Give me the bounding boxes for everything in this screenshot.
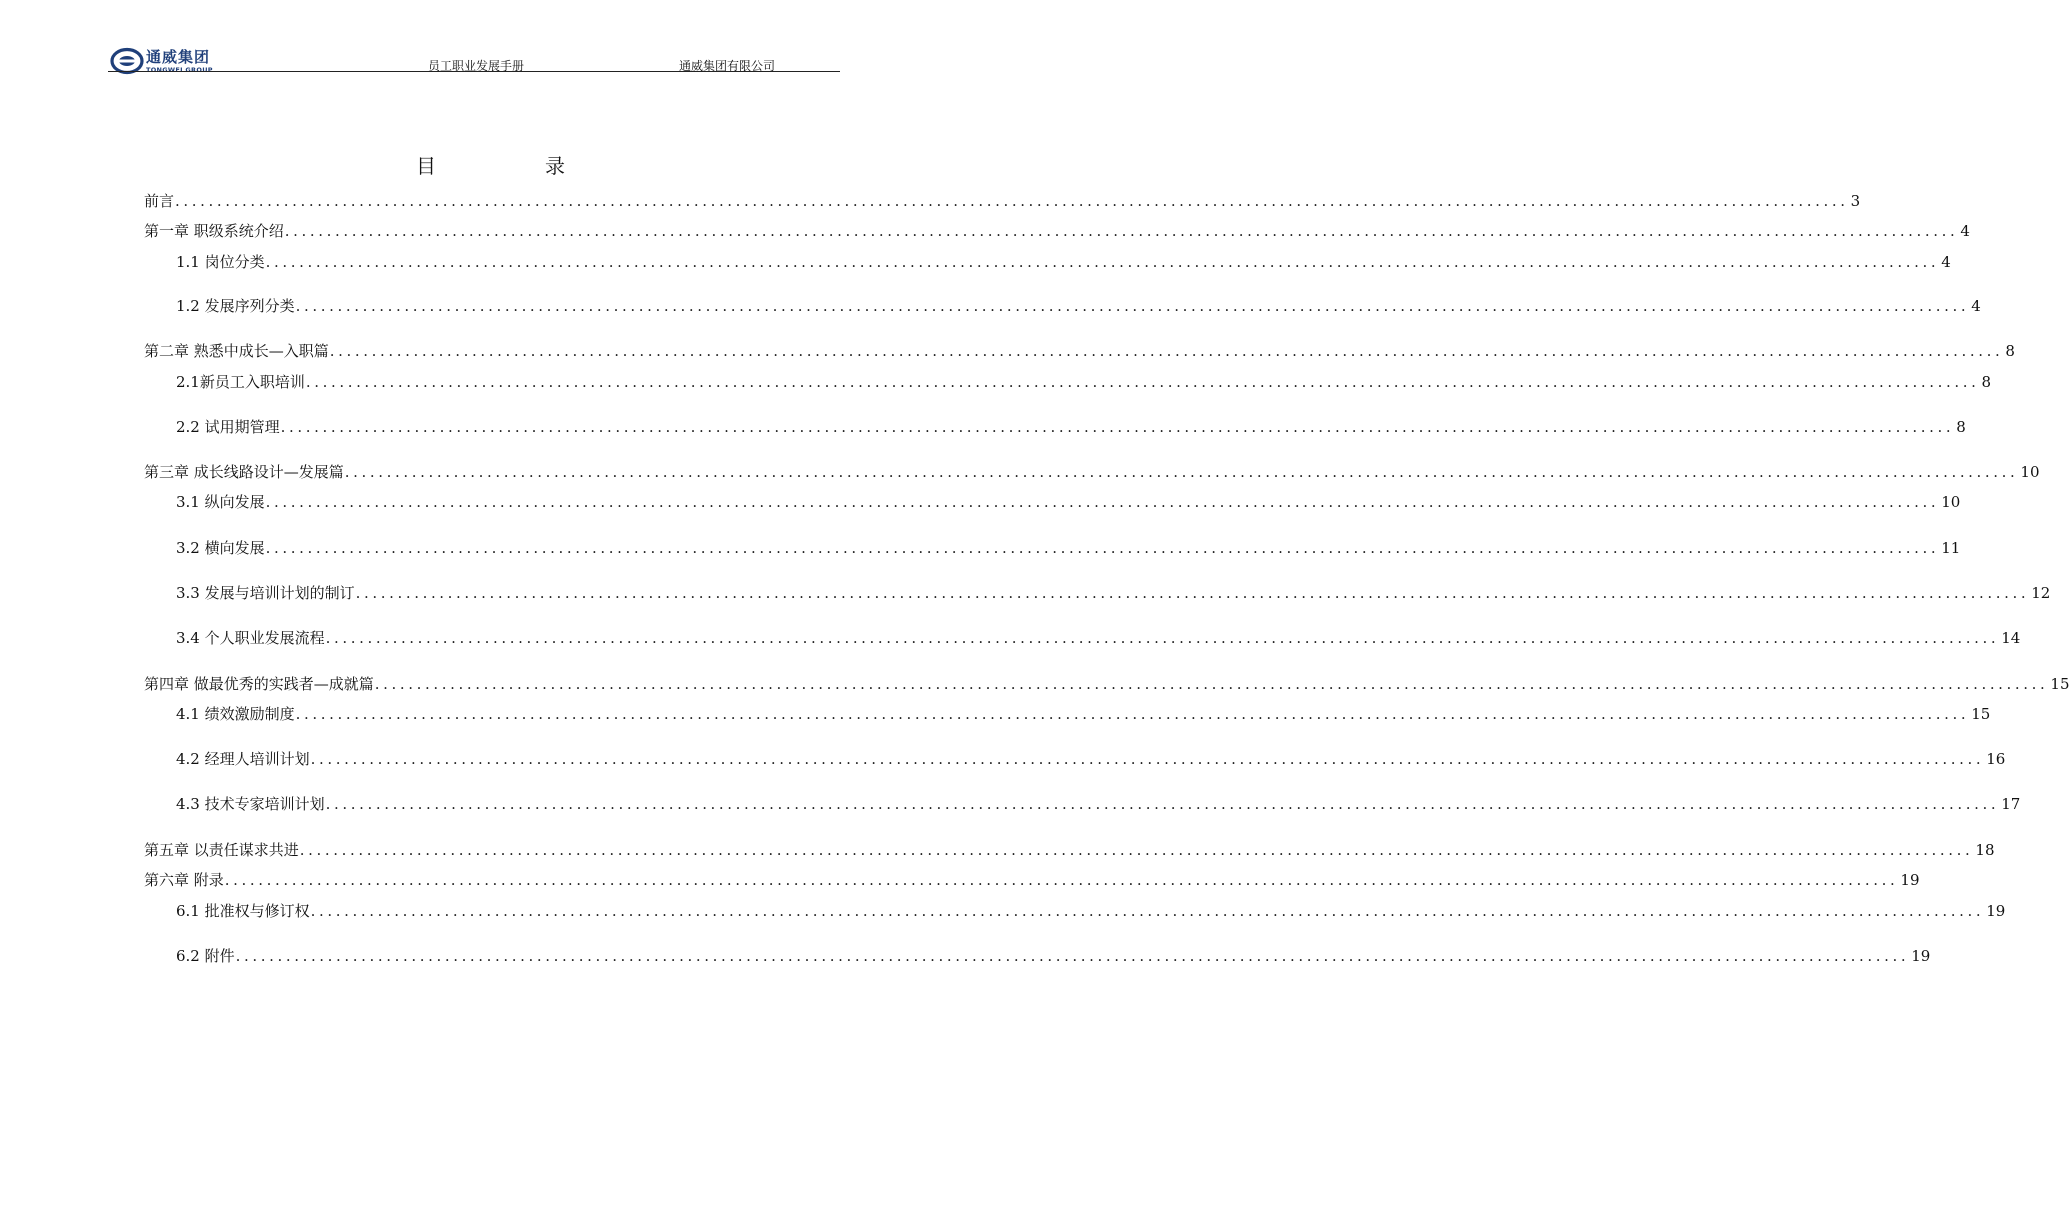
toc-entry-label: 第二章 熟悉中成长—入职篇 (144, 342, 329, 360)
toc-entry-page: 17 (2001, 795, 2021, 813)
toc-entry-label: 第三章 成长线路设计—发展篇 (144, 463, 344, 481)
toc-leader: ........................................................................................................................................................................................................ (329, 342, 2004, 360)
toc-leader: ........................................................................................................................................................................................................ (265, 493, 1940, 511)
toc-entry-page: 8 (1956, 418, 1966, 436)
toc-entry[interactable] (144, 220, 1970, 242)
toc-entry-page: 10 (1941, 493, 1961, 511)
toc-entry[interactable] (144, 461, 2040, 483)
toc-entry[interactable] (176, 371, 1992, 393)
toc-entry-label: 第一章 职级系统介绍 (144, 222, 284, 240)
toc-entry-page: 11 (1941, 539, 1961, 557)
toc-entry[interactable] (144, 869, 1920, 891)
toc-entry-label: 3.3 发展与培训计划的制订 (176, 584, 355, 602)
toc-entry-page: 15 (2050, 675, 2070, 693)
toc-entry[interactable] (176, 793, 2021, 815)
toc-entry-label: 3.1 纵向发展 (176, 493, 265, 511)
toc-leader: ........................................................................................................................................................................................................ (265, 253, 1940, 271)
toc-entry-label: 3.2 横向发展 (176, 539, 265, 557)
toc-entry-label: 第四章 做最优秀的实践者—成就篇 (144, 675, 374, 693)
toc-entry-label: 第六章 附录 (144, 871, 224, 889)
toc-heading-char-1: 目 (416, 154, 436, 178)
toc-entry-label: 1.2 发展序列分类 (176, 297, 295, 315)
toc-heading-char-2: 录 (545, 154, 565, 178)
logo-chinese-text: 通威集团 (146, 48, 211, 66)
toc-entry-page: 4 (1971, 297, 1981, 315)
toc-leader: ........................................................................................................................................................................................................ (265, 539, 1940, 557)
toc-entry-label: 3.4 个人职业发展流程 (176, 629, 325, 647)
toc-leader: ........................................................................................................................................................................................................ (355, 584, 2030, 602)
toc-entry[interactable] (176, 945, 1931, 967)
toc-leader: ........................................................................................................................................................................................................ (295, 705, 1970, 723)
toc-leader: ........................................................................................................................................................................................................ (325, 795, 2000, 813)
toc-entry-page: 4 (1941, 253, 1951, 271)
toc-entry-page: 4 (1960, 222, 1970, 240)
toc-entry-label: 前言 (144, 192, 175, 210)
toc-leader: ........................................................................................................................................................................................................ (374, 675, 2049, 693)
toc-entry-label: 6.1 批准权与修订权 (176, 902, 310, 920)
toc-entry-page: 19 (1911, 947, 1931, 965)
toc-entry-label: 4.1 绩效激励制度 (176, 705, 295, 723)
toc-entry[interactable] (144, 340, 2015, 362)
toc-entry-label: 6.2 附件 (176, 947, 235, 965)
toc-entry[interactable] (176, 491, 1961, 513)
toc-leader: ........................................................................................................................................................................................................ (284, 222, 1959, 240)
toc-entry[interactable] (144, 190, 1861, 212)
toc-leader: ........................................................................................................................................................................................................ (344, 463, 2019, 481)
toc-leader: ........................................................................................................................................................................................................ (224, 871, 1899, 889)
toc-leader: ........................................................................................................................................................................................................ (299, 841, 1974, 859)
toc-entry-page: 18 (1975, 841, 1995, 859)
toc-entry[interactable] (144, 673, 2070, 695)
toc-entry-label: 4.2 经理人培训计划 (176, 750, 310, 768)
toc-entry[interactable] (176, 251, 1951, 273)
toc-leader: ........................................................................................................................................................................................................ (295, 297, 1970, 315)
toc-entry-page: 8 (2005, 342, 2015, 360)
toc-entry-page: 19 (1900, 871, 1920, 889)
toc-leader: ........................................................................................................................................................................................................ (280, 418, 1955, 436)
toc-leader: ........................................................................................................................................................................................................ (235, 947, 1910, 965)
toc-leader: ........................................................................................................................................................................................................ (310, 902, 1985, 920)
toc-entry-label: 4.3 技术专家培训计划 (176, 795, 325, 813)
toc-entry[interactable] (176, 748, 2006, 770)
toc-leader: ........................................................................................................................................................................................................ (175, 192, 1849, 210)
toc-entry-label: 2.1新员工入职培训 (176, 373, 305, 391)
toc-entry[interactable] (176, 295, 1981, 317)
toc-leader: ........................................................................................................................................................................................................ (325, 629, 2000, 647)
toc-entry[interactable] (176, 537, 1961, 559)
toc-entry[interactable] (176, 627, 2021, 649)
toc-entry-label: 2.2 试用期管理 (176, 418, 280, 436)
toc-entry-page: 15 (1971, 705, 1991, 723)
toc-entry-page: 3 (1850, 192, 1861, 210)
toc-entry-page: 12 (2031, 584, 2051, 602)
toc-entry-page: 19 (1986, 902, 2006, 920)
document-title: 员工职业发展手册 (428, 59, 525, 73)
toc-leader: ........................................................................................................................................................................................................ (305, 373, 1980, 391)
toc-entry-page: 10 (2020, 463, 2040, 481)
toc-entry[interactable] (176, 582, 2051, 604)
company-name: 通威集团有限公司 (679, 59, 776, 73)
toc-entry-label: 第五章 以责任谋求共进 (144, 841, 299, 859)
toc-entry[interactable] (176, 900, 2006, 922)
toc-entry[interactable] (144, 839, 1995, 861)
toc-entry-label: 1.1 岗位分类 (176, 253, 265, 271)
toc-entry[interactable] (176, 416, 1966, 438)
toc-leader: ........................................................................................................................................................................................................ (310, 750, 1985, 768)
logo-english-text: TONGWEI GROUP (146, 66, 213, 74)
toc-entry-page: 14 (2001, 629, 2021, 647)
toc-entry-page: 8 (1981, 373, 1992, 391)
toc-entry[interactable] (176, 703, 1991, 725)
toc-entry-page: 16 (1986, 750, 2006, 768)
